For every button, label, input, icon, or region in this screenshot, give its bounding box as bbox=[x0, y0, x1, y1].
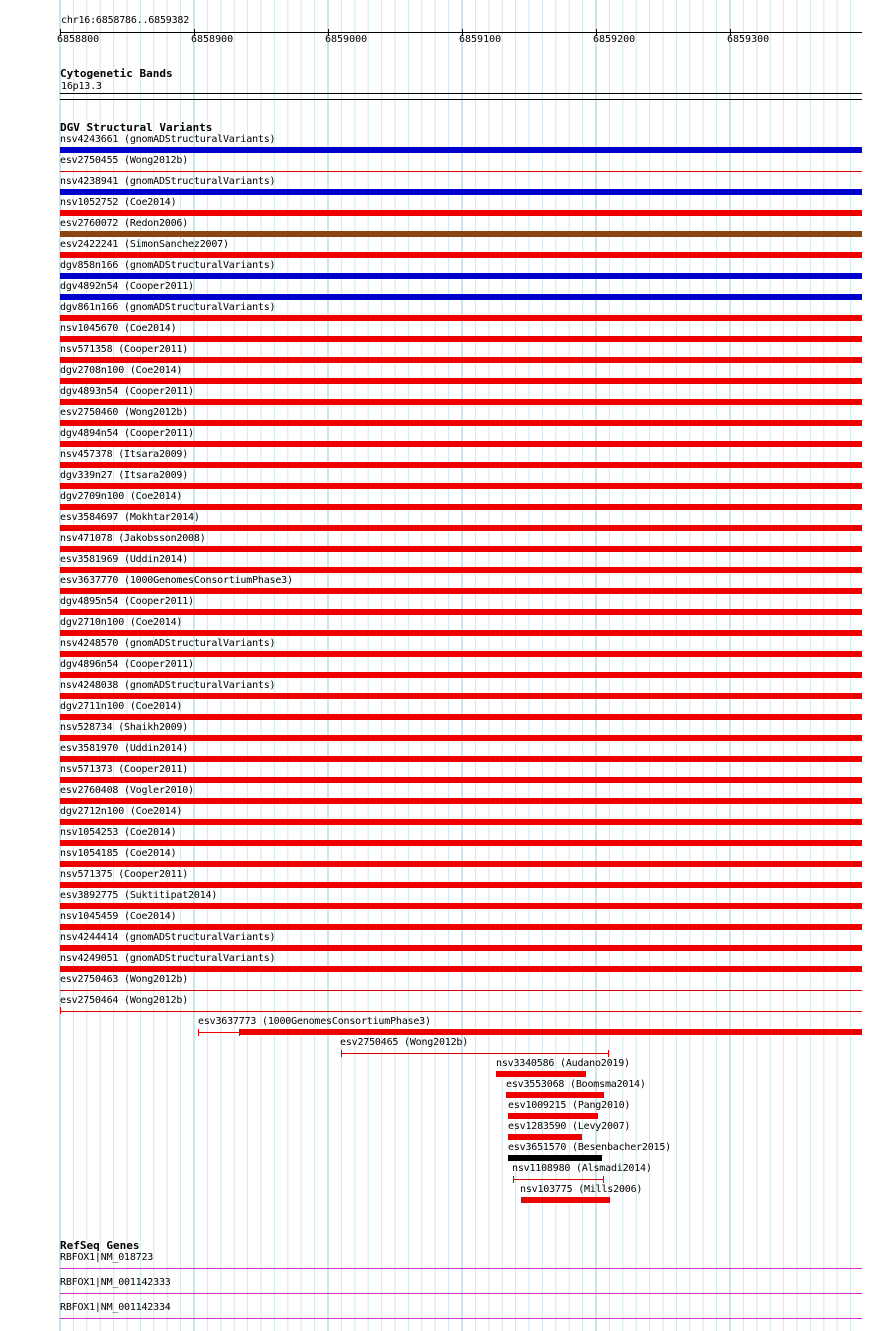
variant-bar[interactable] bbox=[60, 336, 862, 342]
variant-label: esv2750455 (Wong2012b) bbox=[60, 155, 189, 166]
variant-end-cap bbox=[603, 1176, 604, 1183]
dgv-track-title[interactable]: DGV Structural Variants bbox=[60, 121, 213, 134]
variant-label: dgv339n27 (Itsara2009) bbox=[60, 470, 189, 481]
variant-line[interactable] bbox=[513, 1179, 604, 1180]
variant-label: esv1283590 (Levy2007) bbox=[508, 1121, 631, 1132]
variant-label: esv3637773 (1000GenomesConsortiumPhase3) bbox=[198, 1016, 431, 1027]
variant-label: nsv1045670 (Coe2014) bbox=[60, 323, 177, 334]
variant-bar[interactable] bbox=[60, 378, 862, 384]
variant-bar[interactable] bbox=[60, 546, 862, 552]
variant-bar[interactable] bbox=[60, 483, 862, 489]
cytoband-label: 16p13.3 bbox=[61, 81, 102, 92]
gene-intron-line[interactable] bbox=[60, 1293, 862, 1294]
variant-label: dgv2708n100 (Coe2014) bbox=[60, 365, 183, 376]
variant-label: nsv1054253 (Coe2014) bbox=[60, 827, 177, 838]
ruler-tick-label: 6859200 bbox=[593, 34, 636, 45]
variant-bar[interactable] bbox=[60, 441, 862, 447]
variant-bar[interactable] bbox=[60, 252, 862, 258]
variant-line[interactable] bbox=[60, 171, 862, 172]
variant-bar[interactable] bbox=[240, 1029, 862, 1035]
variant-label: dgv4893n54 (Cooper2011) bbox=[60, 386, 194, 397]
variant-bar[interactable] bbox=[508, 1113, 598, 1119]
variant-end-cap bbox=[198, 1029, 199, 1036]
variant-label: nsv103775 (Mills2006) bbox=[520, 1184, 643, 1195]
variant-label: esv3584697 (Mokhtar2014) bbox=[60, 512, 200, 523]
variant-label: nsv571373 (Cooper2011) bbox=[60, 764, 189, 775]
ruler-axis bbox=[60, 32, 862, 33]
variant-label: esv2750460 (Wong2012b) bbox=[60, 407, 189, 418]
variant-line[interactable] bbox=[60, 1011, 862, 1012]
variant-bar[interactable] bbox=[60, 630, 862, 636]
ruler-tick-label: 6859300 bbox=[727, 34, 770, 45]
variant-bar[interactable] bbox=[60, 399, 862, 405]
cytoband-divider-2 bbox=[60, 99, 862, 100]
variant-label: nsv1045459 (Coe2014) bbox=[60, 911, 177, 922]
variant-label: esv2760072 (Redon2006) bbox=[60, 218, 189, 229]
variant-label: nsv1054185 (Coe2014) bbox=[60, 848, 177, 859]
variant-bar[interactable] bbox=[496, 1071, 586, 1077]
ruler-tick-label: 6859100 bbox=[459, 34, 502, 45]
variant-label: nsv528734 (Shaikh2009) bbox=[60, 722, 189, 733]
variant-label: nsv4238941 (gnomADStructuralVariants) bbox=[60, 176, 276, 187]
variant-label: esv2750463 (Wong2012b) bbox=[60, 974, 189, 985]
ruler-tick-label: 6858800 bbox=[57, 34, 100, 45]
variant-bar[interactable] bbox=[60, 147, 862, 153]
variant-bar[interactable] bbox=[60, 693, 862, 699]
variant-label: esv2750464 (Wong2012b) bbox=[60, 995, 189, 1006]
variant-bar[interactable] bbox=[60, 525, 862, 531]
region-label: chr16:6858786..6859382 bbox=[61, 15, 190, 26]
variant-label: esv1009215 (Pang2010) bbox=[508, 1100, 631, 1111]
variant-bar[interactable] bbox=[506, 1092, 604, 1098]
variant-line[interactable] bbox=[60, 990, 862, 991]
variant-label: esv3892775 (Suktitipat2014) bbox=[60, 890, 218, 901]
variant-label: dgv2711n100 (Coe2014) bbox=[60, 701, 183, 712]
gene-label: RBFOX1|NM_001142334 bbox=[60, 1302, 171, 1313]
variant-bar[interactable] bbox=[60, 903, 862, 909]
variant-bar[interactable] bbox=[60, 966, 862, 972]
variant-line[interactable] bbox=[198, 1032, 240, 1033]
variant-label: esv3637770 (1000GenomesConsortiumPhase3) bbox=[60, 575, 293, 586]
gene-label: RBFOX1|NM_018723 bbox=[60, 1252, 154, 1263]
variant-bar[interactable] bbox=[508, 1155, 602, 1161]
variant-bar[interactable] bbox=[60, 357, 862, 363]
variant-label: dgv4895n54 (Cooper2011) bbox=[60, 596, 194, 607]
variant-bar[interactable] bbox=[60, 777, 862, 783]
variant-label: nsv457378 (Itsara2009) bbox=[60, 449, 189, 460]
variant-bar[interactable] bbox=[60, 672, 862, 678]
variant-bar[interactable] bbox=[60, 714, 862, 720]
variant-bar[interactable] bbox=[60, 819, 862, 825]
variant-bar[interactable] bbox=[60, 756, 862, 762]
variant-bar[interactable] bbox=[60, 189, 862, 195]
variant-label: dgv4892n54 (Cooper2011) bbox=[60, 281, 194, 292]
cytoband-track-title[interactable]: Cytogenetic Bands bbox=[60, 67, 173, 80]
cytoband-divider bbox=[60, 93, 862, 94]
variant-label: dgv2709n100 (Coe2014) bbox=[60, 491, 183, 502]
variant-label: nsv1108980 (Alsmadi2014) bbox=[512, 1163, 652, 1174]
variant-label: dgv858n166 (gnomADStructuralVariants) bbox=[60, 260, 276, 271]
variant-label: nsv4243661 (gnomADStructuralVariants) bbox=[60, 134, 276, 145]
variant-label: nsv4244414 (gnomADStructuralVariants) bbox=[60, 932, 276, 943]
variant-bar[interactable] bbox=[60, 861, 862, 867]
variant-label: esv2422241 (SimonSanchez2007) bbox=[60, 239, 229, 250]
variant-bar[interactable] bbox=[60, 273, 862, 279]
variant-label: esv2750465 (Wong2012b) bbox=[340, 1037, 469, 1048]
coordinate-ruler[interactable] bbox=[57, 29, 862, 47]
variant-bar[interactable] bbox=[60, 840, 862, 846]
ruler-tick-label: 6859000 bbox=[325, 34, 368, 45]
variant-bar[interactable] bbox=[521, 1197, 610, 1203]
variant-end-cap bbox=[341, 1050, 342, 1057]
variant-label: esv2760408 (Vogler2010) bbox=[60, 785, 194, 796]
variant-label: nsv3340586 (Audano2019) bbox=[496, 1058, 630, 1069]
variant-bar[interactable] bbox=[508, 1134, 582, 1140]
ruler-tick-label: 6858900 bbox=[191, 34, 234, 45]
variant-bar[interactable] bbox=[60, 294, 862, 300]
variant-bar[interactable] bbox=[60, 651, 862, 657]
variant-bar[interactable] bbox=[60, 462, 862, 468]
variant-bar[interactable] bbox=[60, 735, 862, 741]
variant-bar[interactable] bbox=[60, 504, 862, 510]
variant-label: nsv571375 (Cooper2011) bbox=[60, 869, 189, 880]
variant-bar[interactable] bbox=[60, 567, 862, 573]
variant-end-cap bbox=[513, 1176, 514, 1183]
variant-label: nsv571358 (Cooper2011) bbox=[60, 344, 189, 355]
variant-label: dgv4896n54 (Cooper2011) bbox=[60, 659, 194, 670]
variant-line[interactable] bbox=[341, 1053, 609, 1054]
variant-label: esv3581970 (Uddin2014) bbox=[60, 743, 189, 754]
gene-intron-line[interactable] bbox=[60, 1318, 862, 1319]
variant-label: nsv4249051 (gnomADStructuralVariants) bbox=[60, 953, 276, 964]
variant-end-cap bbox=[608, 1050, 609, 1057]
variant-bar[interactable] bbox=[60, 924, 862, 930]
variant-label: esv3581969 (Uddin2014) bbox=[60, 554, 189, 565]
variant-label: esv3553068 (Boomsma2014) bbox=[506, 1079, 646, 1090]
variant-label: dgv2710n100 (Coe2014) bbox=[60, 617, 183, 628]
variant-bar[interactable] bbox=[60, 945, 862, 951]
variant-label: dgv861n166 (gnomADStructuralVariants) bbox=[60, 302, 276, 313]
gene-intron-line[interactable] bbox=[60, 1268, 862, 1269]
variant-bar[interactable] bbox=[60, 588, 862, 594]
variant-bar[interactable] bbox=[60, 231, 862, 237]
variant-bar[interactable] bbox=[60, 315, 862, 321]
variant-label: esv3651570 (Besenbacher2015) bbox=[508, 1142, 671, 1153]
gene-label: RBFOX1|NM_001142333 bbox=[60, 1277, 171, 1288]
variant-label: dgv2712n100 (Coe2014) bbox=[60, 806, 183, 817]
variant-bar[interactable] bbox=[60, 210, 862, 216]
variant-bar[interactable] bbox=[60, 882, 862, 888]
refseq-track-title[interactable]: RefSeq Genes bbox=[60, 1239, 140, 1252]
variant-bar[interactable] bbox=[60, 420, 862, 426]
variant-end-cap bbox=[60, 1007, 61, 1014]
variant-bar[interactable] bbox=[60, 609, 862, 615]
variant-label: nsv471078 (Jakobsson2008) bbox=[60, 533, 206, 544]
variant-bar[interactable] bbox=[60, 798, 862, 804]
variant-label: dgv4894n54 (Cooper2011) bbox=[60, 428, 194, 439]
variant-label: nsv4248570 (gnomADStructuralVariants) bbox=[60, 638, 276, 649]
variant-label: nsv1052752 (Coe2014) bbox=[60, 197, 177, 208]
variant-label: nsv4248038 (gnomADStructuralVariants) bbox=[60, 680, 276, 691]
